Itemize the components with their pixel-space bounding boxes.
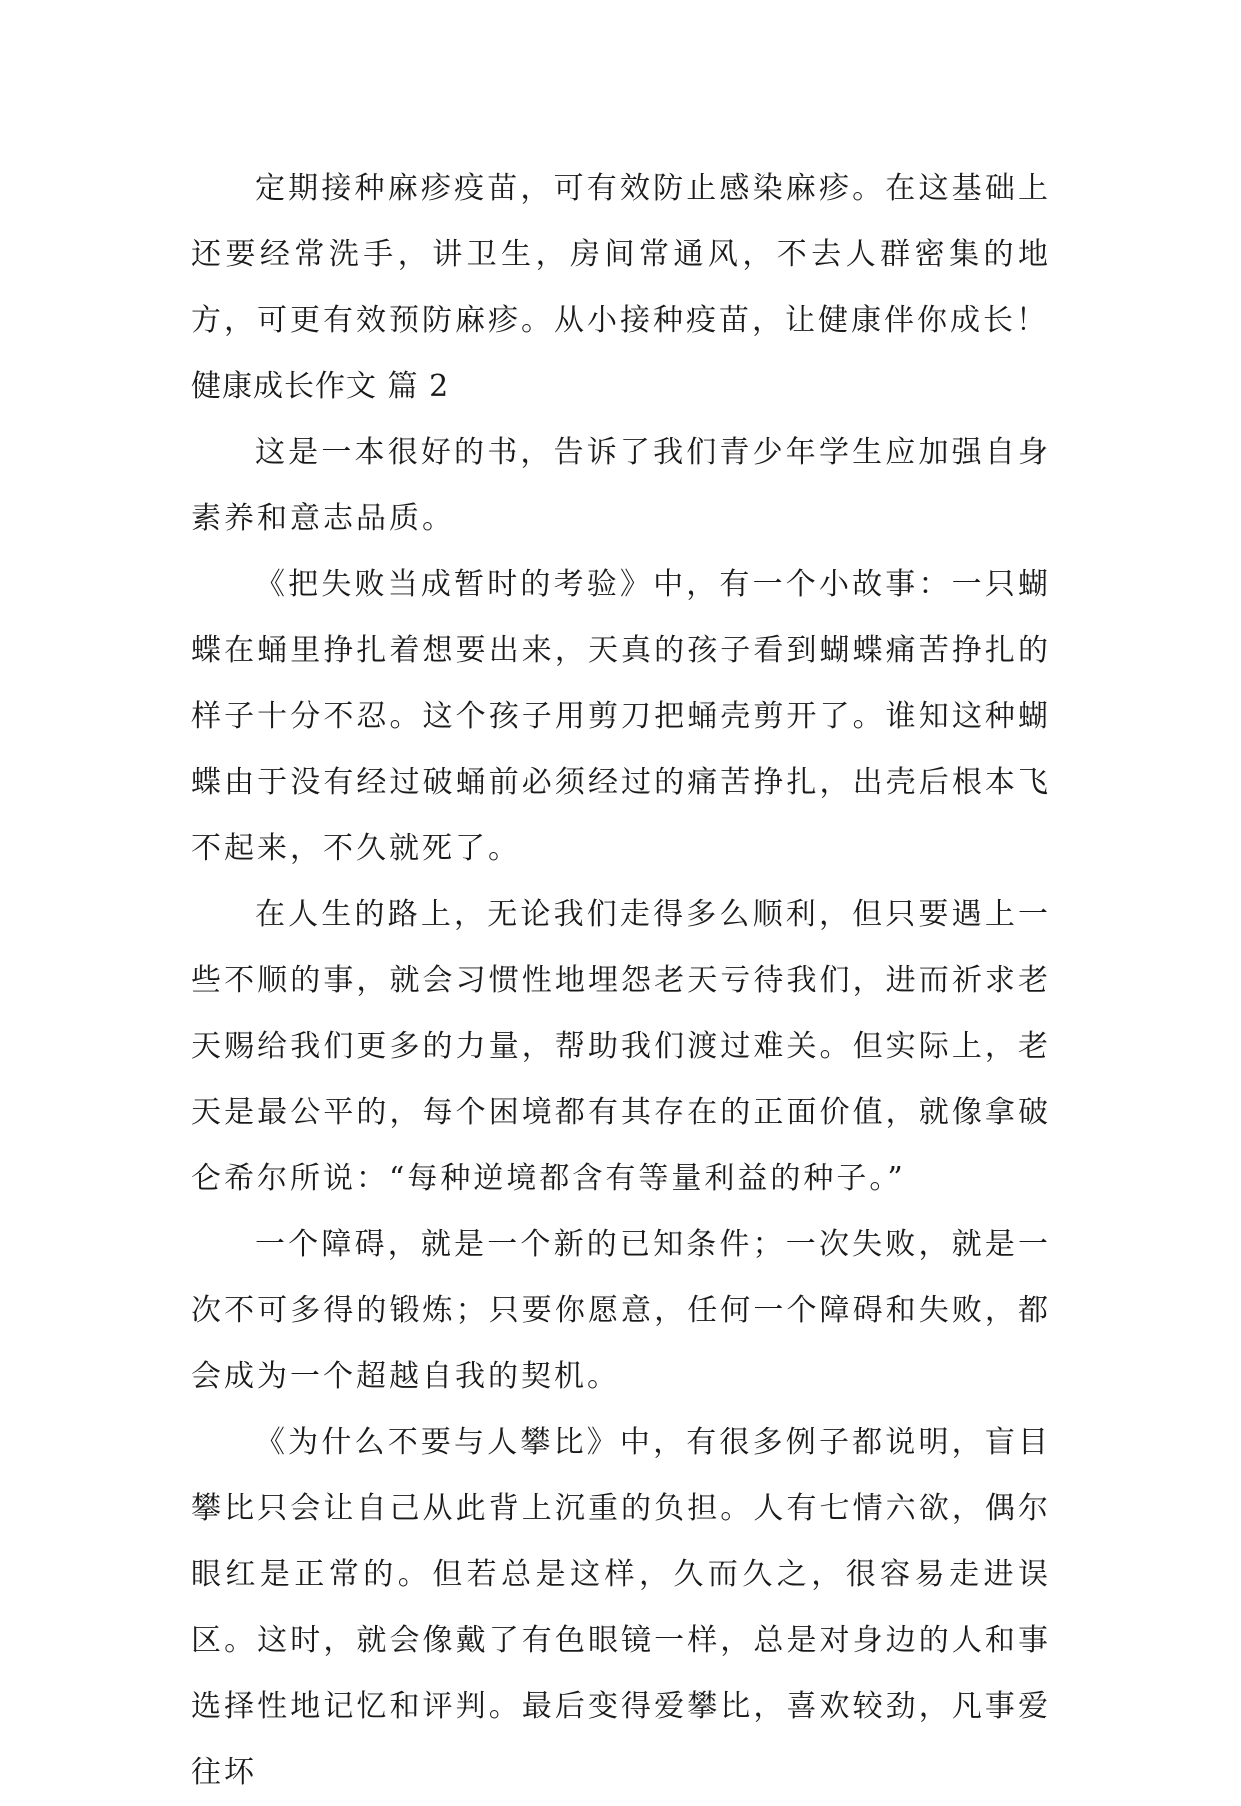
paragraph-2: 《把失败当成暂时的考验》中，有一个小故事：一只蝴蝶在蛹里挣扎着想要出来，天真的孩子看到蝴蝶痛苦挣扎的样子十分不忍。这个孩子用剪刀把蛹壳剪开了。谁知这种蝴蝶由于没有经过破蛹前必须经过的痛苦挣扎，出壳后根本飞不起来，不久就死了。 (191, 567, 1051, 866)
paragraph-1: 这是一本很好的书，告诉了我们青少年学生应加强自身素养和意志品质。 (191, 435, 1051, 536)
document-body (191, 156, 1051, 1806)
paragraph-3: 在人生的路上，无论我们走得多么顺利，但只要遇上一些不顺的事，就会习惯性地埋怨老天亏待我们，进而祈求老天赐给我们更多的力量，帮助我们渡过难关。但实际上，老天是最公平的，每个困境都有其存在的正面价值，就像拿破仑希尔所说：“每种逆境都含有等量利益的种子。” (191, 897, 1051, 1196)
paragraph-4: 一个障碍，就是一个新的已知条件；一次失败，就是一次不可多得的锻炼；只要你愿意，任何一个障碍和失败，都会成为一个超越自我的契机。 (191, 1227, 1051, 1394)
paragraph-5: 《为什么不要与人攀比》中，有很多例子都说明，盲目攀比只会让自己从此背上沉重的负担。人有七情六欲，偶尔眼红是正常的。但若总是这样，久而久之，很容易走进误区。这时，就会像戴了有色眼镜一样，总是对身边的人和事选择性地记忆和评判。最后变得爱攀比，喜欢较劲，凡事爱往坏 (191, 1425, 1051, 1790)
paragraph-vaccine: 定期接种麻疹疫苗，可有效防止感染麻疹。在这基础上还要经常洗手，讲卫生，房间常通风，不去人群密集的地方，可更有效预防麻疹。从小接种疫苗，让健康伴你成长！ (191, 171, 1051, 338)
section-title: 健康成长作文 篇 2 (191, 369, 450, 404)
